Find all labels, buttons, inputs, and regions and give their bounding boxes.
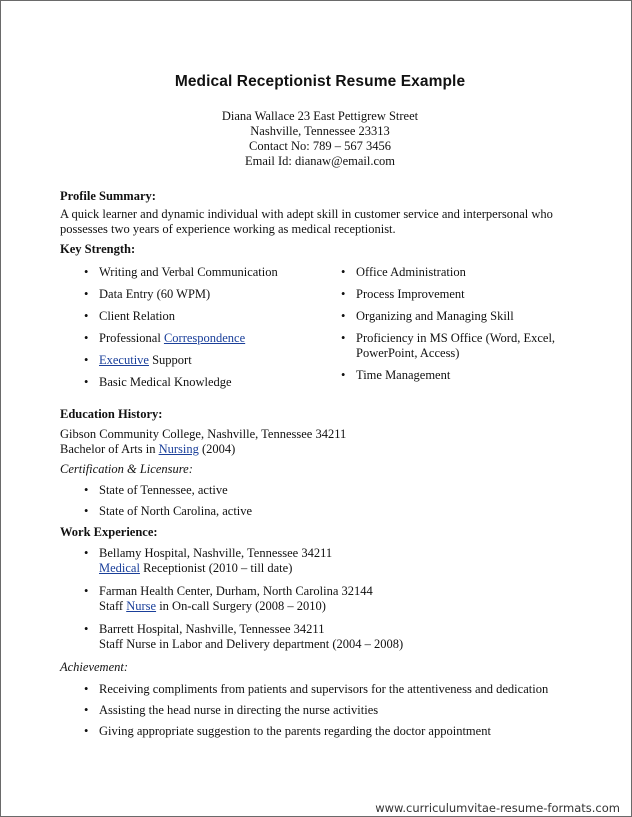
job-title: Staff Nurse in Labor and Delivery department (2004 – 2008)	[99, 637, 404, 651]
job-title-text: Receptionist (2010 – till date)	[139, 561, 293, 575]
nurse-link[interactable]: Nurse	[126, 599, 157, 613]
resume-document	[60, 74, 580, 745]
achievement-section	[60, 660, 580, 739]
education-section	[60, 407, 580, 519]
list-item: • Assisting the head nurse in directing the nurse activities	[60, 703, 580, 718]
contact-block	[60, 109, 580, 169]
certification-list	[60, 483, 580, 519]
key-strength-heading: Key Strength:	[60, 242, 136, 256]
list-item: • Client Relation	[60, 309, 317, 324]
contact-city: Nashville, Tennessee 23313	[250, 124, 390, 138]
education-degree	[60, 442, 580, 457]
list-item: • Giving appropriate suggestion to the parents regarding the doctor appointment	[60, 724, 580, 739]
profile-heading: Profile Summary:	[60, 189, 156, 203]
job-title-text: in On-call Surgery (2008 – 2010)	[156, 599, 326, 613]
list-item: • Office Administration	[317, 265, 574, 280]
list-item: • State of Tennessee, active	[60, 483, 580, 498]
job-title	[99, 599, 580, 614]
job-title-prefix: Staff	[99, 599, 127, 613]
list-item: • Organizing and Managing Skill	[317, 309, 574, 324]
profile-text: A quick learner and dynamic individual with adept skill in customer service and interpersonal who possesses two years of experience working as medical receptionist.	[60, 207, 553, 236]
list-item: • Basic Medical Knowledge	[60, 375, 317, 390]
certification-heading: Certification & Licensure:	[60, 462, 193, 476]
work-list	[60, 546, 580, 652]
key-strength-columns	[60, 265, 580, 397]
list-item: • Process Improvement	[317, 287, 574, 302]
contact-email: Email Id: dianaw@email.com	[244, 154, 395, 168]
list-item: • Data Entry (60 WPM)	[60, 287, 317, 302]
contact-name-address: Diana Wallace 23 East Pettigrew Street	[221, 109, 419, 123]
list-item	[60, 331, 317, 346]
nursing-link[interactable]: Nursing	[158, 442, 199, 456]
list-item: • Writing and Verbal Communication	[60, 265, 317, 280]
work-section	[60, 525, 580, 652]
item-text: Professional	[99, 331, 164, 345]
list-item	[60, 584, 580, 614]
document-title: Medical Receptionist Resume Example	[174, 73, 466, 90]
job-title	[99, 561, 580, 576]
key-strength-left-list	[60, 265, 317, 397]
contact-phone: Contact No: 789 – 567 3456	[248, 139, 391, 153]
job-employer: • Barrett Hospital, Nashville, Tennessee 34211	[99, 622, 325, 636]
item-text: Support	[148, 353, 192, 367]
education-school: Gibson Community College, Nashville, Tennessee 34211	[60, 427, 347, 441]
job-employer: • Bellamy Hospital, Nashville, Tennessee 34211	[99, 546, 333, 560]
list-item	[60, 622, 580, 652]
list-item	[60, 546, 580, 576]
correspondence-link[interactable]: Correspondence	[163, 331, 246, 345]
education-heading: Education History:	[60, 407, 163, 421]
list-item: • State of North Carolina, active	[60, 504, 580, 519]
achievement-heading: Achievement:	[60, 660, 129, 674]
medical-link[interactable]: Medical	[99, 561, 140, 575]
list-item	[60, 353, 317, 368]
key-strength-right-list	[317, 265, 574, 397]
job-employer: • Farman Health Center, Durham, North Carolina 32144	[99, 584, 373, 598]
source-watermark: www.curriculumvitae-resume-formats.com	[375, 801, 620, 815]
list-item: • Receiving compliments from patients and supervisors for the attentiveness and dedication	[60, 682, 580, 697]
list-item: • Time Management	[317, 368, 574, 383]
profile-section	[60, 189, 580, 237]
degree-year: (2004)	[198, 442, 236, 456]
work-heading: Work Experience:	[60, 525, 158, 539]
list-item: • Proficiency in MS Office (Word, Excel, PowerPoint, Access)	[317, 331, 574, 361]
achievement-list	[60, 682, 580, 739]
key-strength-section	[60, 242, 580, 397]
executive-link[interactable]: Executive	[99, 353, 149, 367]
degree-text: Bachelor of Arts in	[60, 442, 159, 456]
